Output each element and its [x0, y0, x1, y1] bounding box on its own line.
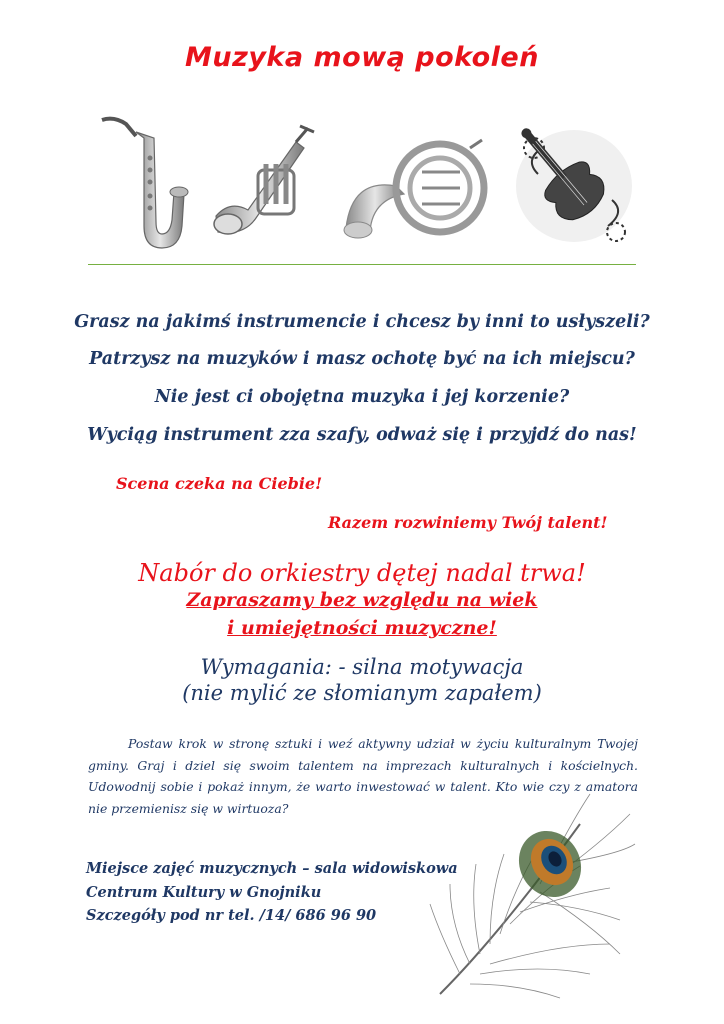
- address-line-1: Miejsce zajęć muzycznych – sala widowiskowa: [86, 860, 458, 877]
- requirements-line-2: (nie mylić ze słomianym zapałem): [182, 681, 542, 705]
- slogan-talent: Razem rozwiniemy Twój talent!: [328, 513, 608, 532]
- requirements-line-1: Wymagania: - silna motywacja: [200, 655, 524, 679]
- invite-line-2: i umiejętności muzyczne!: [227, 617, 497, 639]
- address-line-3: Szczegóły pod nr tel. /14/ 686 96 90: [86, 907, 377, 924]
- question-3: Nie jest ci obojętna muzyka i jej korzenie?: [154, 387, 570, 407]
- divider: [88, 264, 636, 265]
- question-4: Wyciąg instrument zza szafy, odważ się i przyjdź do nas!: [87, 425, 637, 445]
- question-2: Patrzysz na muzyków i masz ochotę być na ich miejscu?: [89, 349, 635, 369]
- trumpet-icon: [208, 108, 320, 256]
- page-title: Muzyka mową pokoleń: [185, 42, 539, 73]
- french-horn-icon: [340, 108, 490, 256]
- invite-line-1: Zapraszamy bez względu na wiek: [186, 589, 538, 611]
- announcement-heading: Nabór do orkiestry dętej nadal trwa!: [138, 559, 586, 587]
- peacock-feather-icon: [420, 784, 640, 1004]
- body-paragraph: Postaw krok w stronę sztuki i weź aktywny udział w życiu kulturalnym Twojej gminy. Graj i dziel się swoim talentem na imprezach kulturalnych i kościelnych. Udowodnij sobie i pokaż innym, że warto inwestować w talent. Kto wie czy z amatora nie przemienisz się w wirtuoza?: [88, 736, 638, 816]
- slogan-scene: Scena czeka na Ciebie!: [116, 474, 323, 493]
- saxophone-icon: [92, 108, 202, 256]
- question-1: Grasz na jakimś instrumencie i chcesz by inni to usłyszeli?: [74, 312, 650, 332]
- address-line-2: Centrum Kultury w Gnojniku: [86, 884, 322, 901]
- violin-icon: [512, 108, 642, 256]
